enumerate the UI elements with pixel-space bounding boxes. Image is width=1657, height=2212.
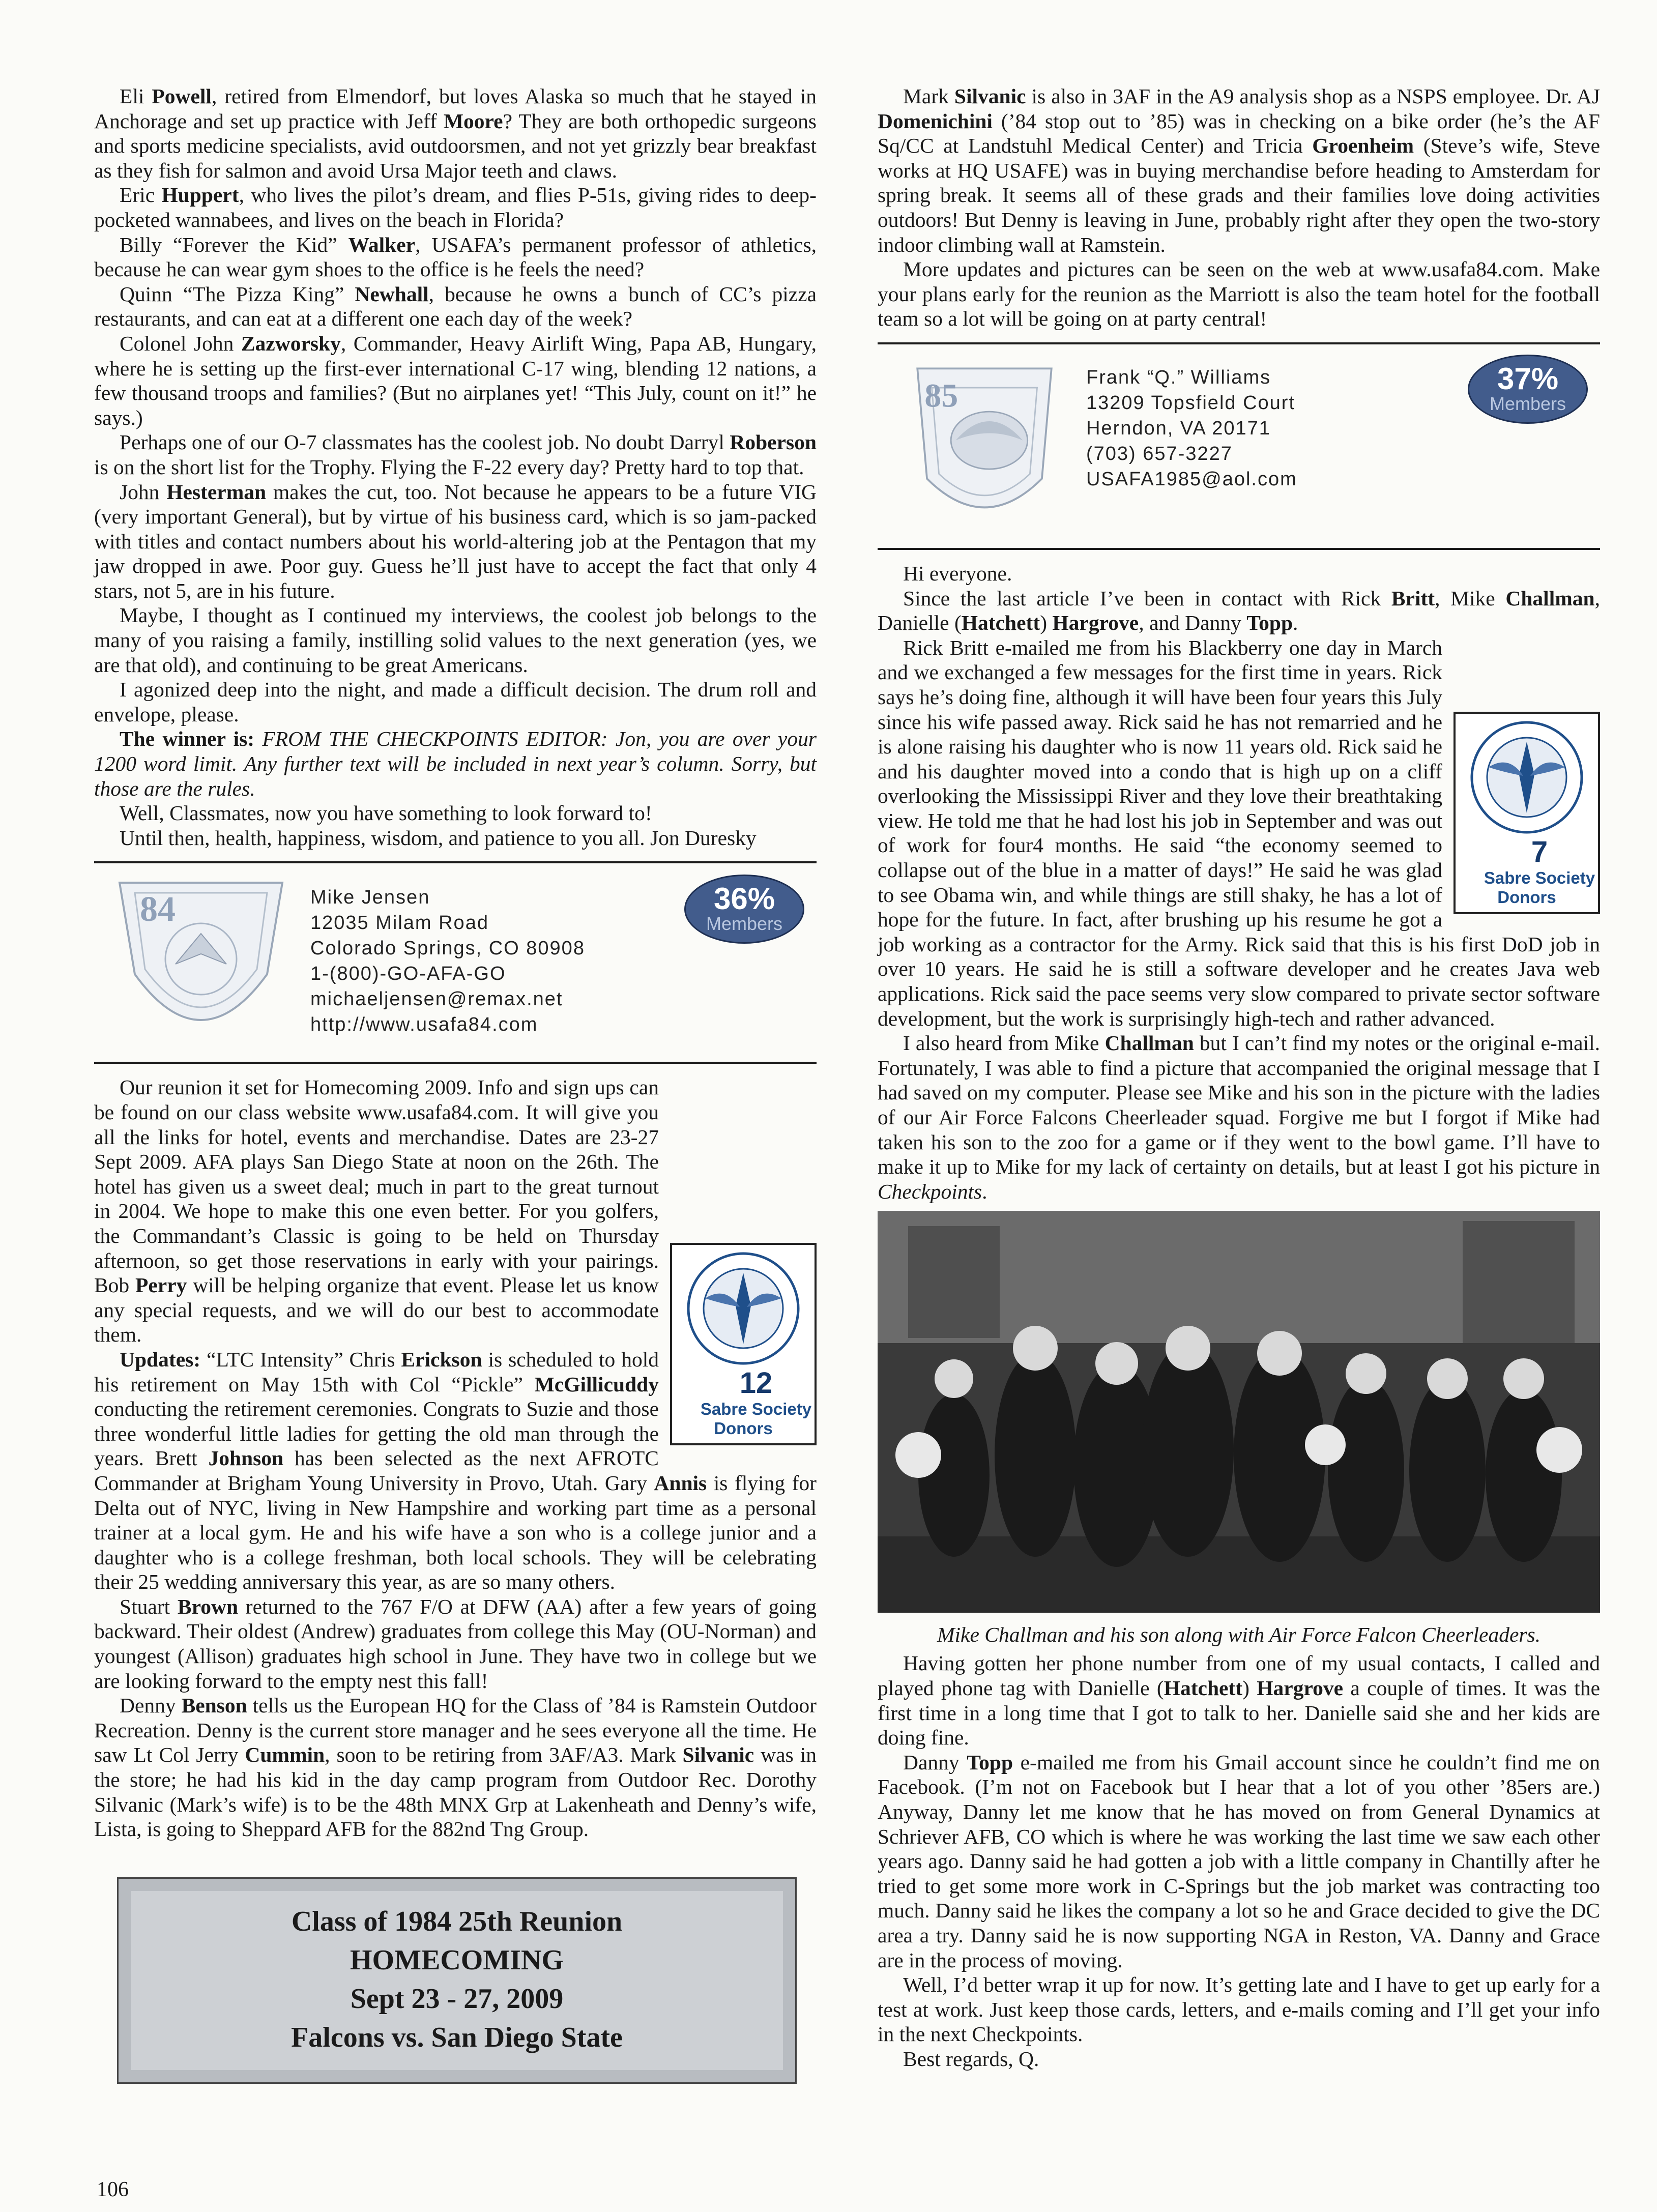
paragraph — [878, 1031, 1600, 1204]
text-run: ) — [1242, 1676, 1257, 1700]
paragraph — [94, 677, 817, 726]
classmate-name: Updates: — [120, 1347, 201, 1371]
text-run: Danny — [903, 1750, 967, 1774]
classmate-name: Topp — [1246, 611, 1293, 635]
text-run: a couple of times. It was the first time in a long time that I got to talk to her. Danielle said she and her kids are doing fine. — [878, 1676, 1600, 1750]
text-run: ? They are both orthopedic surgeons and sports medicine specialists, avid outdoorsmen, and not yet grizzly bear breakfast as they fish for salmon and avoid Ursa Major teeth and claws. — [94, 109, 817, 182]
text-run: e-mailed me from his Gmail account since he couldn’t find me on Facebook. (I’m not on Facebook but I hear that a lot of you other ’85ers are.) Anyway, Danny let me know that he has moved on from General Dynamics at Schriever AFB, CO which is where he was working the last time we saw each other years ago. Danny said he had gotten a job with a little company in Chantilly after he tried to get some more work in C-Springs but the job market was contracting too much. Danny said he likes the company a lot so he and Grace decided to give the DC area a try. Danny said he is now supporting NGA in Reston, VA. Danny and Grace are in the process of moving. — [878, 1750, 1601, 1972]
text-run: Denny — [120, 1694, 182, 1718]
city-state-zip: Herndon, VA 20171 — [1086, 417, 1271, 439]
classmate-name: Topp — [967, 1750, 1013, 1774]
paragraph — [94, 84, 817, 183]
text-run: , Mike — [1435, 586, 1506, 610]
membership-label: Members — [1489, 393, 1566, 414]
paragraph — [94, 826, 817, 851]
classmate-name: Powell — [152, 84, 212, 108]
text-run: , USAFA’s permanent professor of athletics, because he can wear gym shoes to the office is he feels the need? — [94, 232, 817, 281]
classmate-name: McGillicuddy — [534, 1372, 659, 1396]
right-column — [878, 84, 1600, 2071]
svg-text:85: 85 — [924, 377, 958, 415]
classmate-name: Benson — [181, 1694, 247, 1718]
text-run: Since the last article I’ve been in contact with Rick — [903, 586, 1391, 610]
sabre-society-seal-icon — [1468, 719, 1585, 836]
membership-badge — [684, 875, 804, 944]
italic-text: FROM THE CHECKPOINTS EDITOR: Jon, you are over your 1200 word limit. Any further text will be included in next year’s column. Sorry, but those are the rules. — [94, 727, 817, 800]
paragraph — [94, 603, 817, 677]
classmate-name: Zazworsky — [241, 331, 341, 355]
city-state-zip: Colorado Springs, CO 80908 — [310, 938, 585, 959]
paragraph — [94, 282, 817, 331]
class-crest-85-icon — [903, 354, 1066, 537]
paragraph — [94, 232, 817, 282]
text-run: is also in 3AF in the A9 analysis shop as a NSPS employee. Dr. AJ — [1026, 84, 1600, 108]
text-run: . — [982, 1179, 987, 1203]
text-run: , because he owns a bunch of CC’s pizza restaurants, and can eat at a different one each day of the week? — [94, 282, 817, 331]
paragraph — [878, 586, 1600, 635]
text-run: Colonel John — [120, 331, 241, 355]
paragraph — [94, 1693, 817, 1842]
donor-label: Sabre Society Donors — [700, 1400, 812, 1438]
street-address: 13209 Topsfield Court — [1086, 392, 1295, 414]
text-run: , soon to be retiring from 3AF/A3. Mark — [325, 1743, 683, 1767]
svg-text:84: 84 — [140, 890, 176, 929]
donor-count: 7 — [1531, 835, 1548, 868]
left-column — [94, 84, 817, 2084]
scribe-name: Frank “Q.” Williams — [1086, 366, 1271, 388]
reunion-title: Class of 1984 25th Reunion — [291, 1905, 623, 1937]
classmate-name: Erickson — [401, 1347, 482, 1371]
website-url: http://www.usafa84.com — [310, 1014, 538, 1036]
class-1985-contact-block — [878, 344, 1600, 548]
text-run: Best regards, Q. — [903, 2047, 1039, 2071]
photo-figure — [878, 1211, 1600, 1647]
street-address: 12035 Milam Road — [310, 912, 489, 934]
classmate-name: Britt — [1391, 586, 1435, 610]
text-run: Billy “Forever the Kid” — [120, 232, 348, 256]
sabre-society-donors-box — [670, 1243, 817, 1445]
text-run: , retired from Elmendorf, but loves Alaska so much that he stayed in Anchorage and set up practice with Jeff — [94, 84, 817, 133]
classmate-name: Perry — [135, 1273, 187, 1297]
text-run: Well, Classmates, now you have something to look forward to! — [120, 801, 652, 825]
membership-badge — [1468, 355, 1588, 424]
paragraph — [94, 801, 817, 826]
classmate-name: Roberson — [730, 430, 817, 454]
text-run: is scheduled to hold his retirement on May 15th with Col “Pickle” — [94, 1347, 659, 1396]
text-run: was in the store; he had his kid in the day camp program from Outdoor Rec. Dorothy Silvanic (Mark’s wife) is to be the 48th MNX Grp at Lakenheath and Denny’s wife, Lista, is going to Sheppard AFB for the 882nd Tng Group. — [94, 1743, 817, 1841]
class-crest-84-icon — [114, 872, 287, 1056]
text-run: is flying for Delta out of NYC, living in New Hampshire and working part time as a personal trainer at a local gym. He and his wife have a son who is a college junior and a daughter who is a college freshman, both local schools. They will be celebrating their 25 wedding anniversary this year, as are so many others. — [94, 1471, 817, 1594]
paragraph — [878, 84, 1600, 257]
text-run: makes the cut, too. Not because he appears to be a future VIG (very important General), but by virtue of his business card, which is so jam-packed with titles and contact numbers about his world-altering job at the Pentagon that my jaw dropped in awe. Poor guy. Guess he’ll just have to accept the fact that only 4 stars, not 5, are in his future. — [94, 480, 817, 602]
paragraph — [878, 635, 1600, 1031]
class-1984-column-text — [94, 1075, 817, 1841]
classmate-name: Challman — [1104, 1031, 1194, 1055]
text-run: (Steve’s wife, Steve works at HQ USAFE) was in buying merchandise before heading to Amsterdam for spring break. It seems all of these grads and their families love doing activities outdoors! But Denny is leaving in June, probably right after they open the two-story indoor climbing wall at Ramstein. — [878, 134, 1601, 256]
paragraph — [94, 331, 817, 430]
classmate-name: Newhall — [355, 282, 429, 306]
reunion-game: Falcons vs. San Diego State — [291, 2021, 623, 2053]
text-run: John — [120, 480, 167, 504]
membership-percent: 37% — [1497, 361, 1559, 396]
email-address: michaeljensen@remax.net — [310, 988, 563, 1010]
paragraph — [878, 1651, 1600, 1750]
text-run: returned to the 767 F/O at DFW (AA) after a few years of going backward. Their oldest (Andrew) graduates from college this May (OU-Norman) and youngest (Allison) graduates high school in June. They have two in college but we are looking forward to the empty nest this fall! — [94, 1594, 817, 1693]
reunion-announcement-box — [117, 1877, 797, 2084]
phone-number: 1-(800)-GO-AFA-GO — [310, 963, 506, 985]
page-number: 106 — [97, 2178, 129, 2201]
classmate-name: Walker — [348, 232, 416, 256]
text-run: (’84 stop out to ’85) was in checking on a bike order (he’s the AF Sq/CC at Landstuhl Medical Center) and Tricia — [878, 109, 1600, 158]
classmate-name: Silvanic — [954, 84, 1026, 108]
classmate-name: Hargrove — [1052, 611, 1139, 635]
text-run: , and Danny — [1139, 611, 1247, 635]
italic-text: Checkpoints — [878, 1179, 982, 1203]
classmate-name: Johnson — [208, 1446, 284, 1470]
class-1984-continued-text — [878, 84, 1600, 331]
classmate-name: Hatchett — [1164, 1676, 1243, 1700]
membership-percent: 36% — [713, 882, 775, 916]
text-run: but I can’t find my notes or the original e-mail. Fortunately, I was able to find a picture that accompanied the original message that I had saved on my computer. Please see Mike and his son in the picture with the ladies of our Air Force Falcons Cheerleader squad. Forgive me but I forgot if Mike had taken his son to the zoo for a game or if they went to the bowl game. I’ll have to make it up to Mike for my lack of certainty on details, but at least I got his picture in — [878, 1031, 1600, 1179]
text-run: is on the short list for the Trophy. Flying the F-22 every day? Pretty hard to top that. — [94, 455, 804, 479]
text-run: Eli — [120, 84, 152, 108]
membership-label: Members — [706, 913, 783, 935]
classmate-name: Hesterman — [166, 480, 267, 504]
email-address: USAFA1985@aol.com — [1086, 468, 1297, 490]
text-run: Eric — [120, 183, 162, 207]
paragraph — [878, 257, 1600, 331]
cheerleader-group-photo — [878, 1211, 1600, 1613]
donor-count: 12 — [739, 1366, 773, 1400]
text-run: Well, I’d better wrap it up for now. It’s getting late and I have to get up early for a test at work. Just keep those cards, letters, and e-mails coming and I’ll get your info in the next Checkpoints. — [878, 1973, 1600, 2046]
text-run: Until then, health, happiness, wisdom, and patience to you all. Jon Duresky — [120, 826, 757, 850]
photo-caption: Mike Challman and his son along with Air Force Falcon Cheerleaders. — [937, 1623, 1541, 1647]
scribe-name: Mike Jensen — [310, 887, 430, 909]
sabre-society-donors-box — [1453, 712, 1600, 914]
text-run: “LTC Intensity” Chris — [200, 1347, 401, 1371]
paragraph — [94, 430, 817, 479]
text-run: Rick Britt e-mailed me from his Blackberry one day in March and we exchanged a few messages for the first time in years. Rick says he’s doing fine, although it will have been four years this July since his wife passed away. Rick said he has not remarried and he is alone raising his daughter who is now 11 years old. Rick said he and his daughter moved into a condo that is high up on a cliff overlooking the Mississippi River and they love their breathtaking view. He told me that he had lost his job in September and was out of work for four4 months. He said “the economy seemed to collapse out of the blue in a matter of days!” He said he was glad to see Obama win, and while things are still shaky, he has a lot of hope for the future. In fact, after brushing up his resume he got a job working as a contractor for the Army. Rick said that this is his first DoD job in over 10 years. He said he is still a software developer and he creates Java web applications. Rick said the pace seems very slow compared to private sector software development, but the work is surprisingly high-tech and rather advanced. — [878, 635, 1600, 1030]
classmate-name: Cummin — [245, 1743, 325, 1767]
text-run: Having gotten her phone number from one of my usual contacts, I called and played phone tag with Danielle ( — [878, 1651, 1600, 1700]
contact-address — [1086, 365, 1297, 492]
text-run: More updates and pictures can be seen on the web at www.usafa84.com. Make your plans early for the reunion as the Marriott is also the team hotel for the football team so a lot will be going on at party central! — [878, 257, 1600, 331]
reunion-dates: Sept 23 - 27, 2009 — [350, 1983, 564, 2015]
text-run: conducting the retirement ceremonies. Congrats to Suzie and those three wonderful little ladies for getting the old man through the years. Brett — [94, 1397, 659, 1470]
classmate-name: Hargrove — [1257, 1676, 1344, 1700]
text-run: , Danielle ( — [878, 586, 1600, 635]
classmate-name: Annis — [654, 1471, 707, 1495]
paragraph — [94, 726, 817, 801]
text-run: has been selected as the next AFROTC Commander at Brigham Young University in Provo, Utah. Gary — [94, 1446, 659, 1495]
text-run: , who lives the pilot’s dream, and flies P-51s, giving rides to deep-pocketed wannabees, and lives on the beach in Florida? — [94, 183, 817, 231]
text-run: Our reunion it set for Homecoming 2009. Info and sign ups can be found on our class website www.usafa84.com. It will give you all the links for hotel, events and merchandise. Dates are 23-27 Sept 2009. AFA plays San Diego State at noon on the 26th. The hotel has given us a sweet deal; much in part to the great turnout in 2004. We hope to make this one even better. For you golfers, the Commandant’s Classic is going to be held on Thursday afternoon, so get those reservations in early with your pairings. Bob — [94, 1075, 659, 1297]
text-run: I also heard from Mike — [903, 1031, 1105, 1055]
reunion-event: HOMECOMING — [350, 1944, 564, 1976]
class-1985-column-text — [878, 561, 1600, 1204]
text-run: Stuart — [120, 1594, 178, 1618]
class-1983-column-text — [94, 84, 817, 850]
paragraph — [878, 1750, 1600, 1972]
text-run: ) — [1040, 611, 1053, 635]
classmate-name: Huppert — [161, 183, 239, 207]
sabre-society-seal-icon — [685, 1250, 802, 1367]
class-1985-column-text-end — [878, 1651, 1600, 2071]
classmate-name: Moore — [443, 109, 503, 133]
text-run: , Commander, Heavy Airlift Wing, Papa AB, Hungary, where he is setting up the first-ever international C-17 wing, blending 12 nations, a few thousand troops and families? (But no airplanes yet! “This July, count on it!” he says.) — [94, 331, 817, 429]
classmate-name: Hatchett — [961, 611, 1040, 635]
text-run: will be helping organize that event. Please let us know any special requests, and we will do our best to accommodate them. — [94, 1273, 659, 1347]
paragraph — [878, 561, 1600, 586]
classmate-name: The winner is: — [120, 727, 263, 751]
text-run: Perhaps one of our O-7 classmates has the coolest job. No doubt Darryl — [120, 430, 730, 454]
text-run: Hi everyone. — [903, 561, 1012, 585]
phone-number: (703) 657-3227 — [1086, 443, 1233, 464]
classmate-name: Silvanic — [682, 1743, 754, 1767]
text-run: Quinn “The Pizza King” — [120, 282, 355, 306]
text-run: tells us the European HQ for the Class of ’84 is Ramstein Outdoor Recreation. Denny is the current store manager and he sees everyone all the time. He saw Lt Col Jerry — [94, 1694, 817, 1767]
paragraph — [94, 1594, 817, 1693]
text-run: Maybe, I thought as I continued my interviews, the coolest job belongs to the many of you raising a family, instilling solid values to the next generation (yes, we are that old), and continuing to be great Americans. — [94, 603, 817, 677]
text-run: Mark — [903, 84, 954, 108]
paragraph — [94, 480, 817, 603]
text-run: . — [1293, 611, 1298, 635]
classmate-name: Groenheim — [1312, 134, 1414, 158]
classmate-name: Challman — [1505, 586, 1595, 610]
donor-label: Sabre Society Donors — [1484, 868, 1595, 907]
class-1984-contact-block — [94, 863, 817, 1062]
classmate-name: Brown — [177, 1594, 239, 1618]
classmate-name: Domenichini — [878, 109, 993, 133]
paragraph — [878, 2047, 1600, 2072]
contact-address — [310, 885, 585, 1037]
paragraph — [94, 183, 817, 232]
text-run: I agonized deep into the night, and made a difficult decision. The drum roll and envelope, please. — [94, 678, 817, 726]
paragraph — [878, 1972, 1600, 2047]
